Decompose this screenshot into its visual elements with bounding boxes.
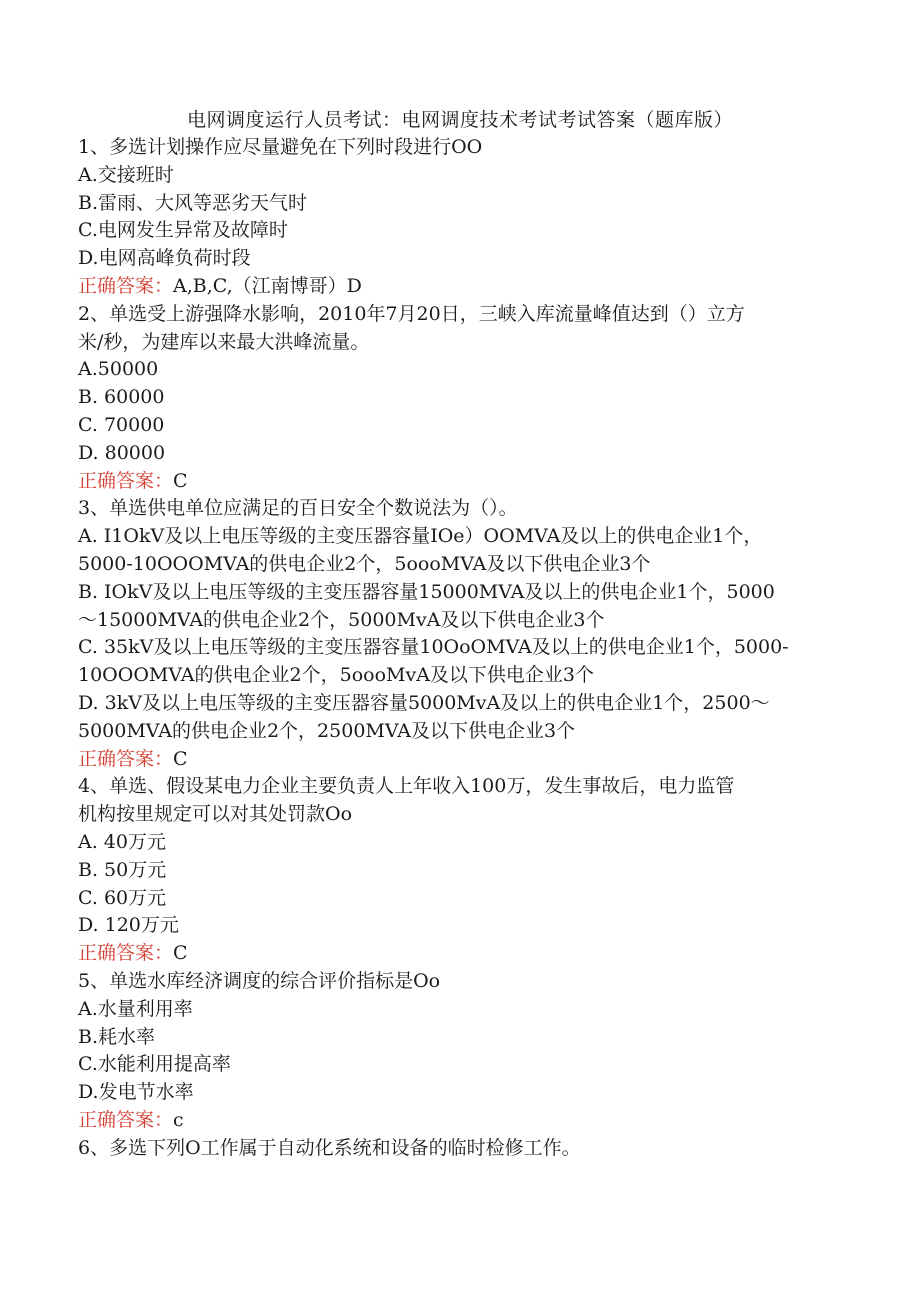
option-line: C. 70000 — [78, 413, 165, 436]
option-line: 10OOOMVA的供电企业2个，5oooMvA及以下供电企业3个 — [78, 664, 595, 687]
answer-value: A,B,C,（江南博哥）D — [173, 274, 362, 297]
option-line: 5000-10OOOMVA的供电企业2个，5oooMVA及以下供电企业3个 — [78, 552, 651, 575]
option-line: C.电网发生异常及故障时 — [78, 219, 288, 242]
answer-line — [78, 746, 838, 774]
option-line: D. 120万元 — [78, 914, 179, 937]
option-line: B. 60000 — [78, 386, 165, 409]
question-stem-line: 6、多选下列O工作属于自动化系统和设备的临时检修工作。 — [78, 1136, 581, 1159]
answer-label: 正确答案： — [78, 469, 174, 492]
question-stem-line: 5、单选水库经济调度的综合评价指标是Oo — [78, 969, 441, 992]
option-line: C. 35kV及以上电压等级的主变压器容量10OoOMVA及以上的供电企业1个，5000- — [78, 636, 789, 659]
question-stem-line: 2、单选受上游强降水影响，2010年7月20日，三峡入库流量峰值达到（）立方 — [78, 302, 745, 325]
option-line: B. IOkV及以上电压等级的主变压器容量15000MVA及以上的供电企业1个，5000 — [78, 580, 775, 603]
option-line: A. 40万元 — [78, 830, 166, 853]
question-item — [78, 495, 838, 773]
answer-label: 正确答案： — [78, 274, 174, 297]
question-item — [78, 301, 838, 496]
option-line: A.50000 — [78, 358, 159, 381]
option-line: B.耗水率 — [78, 1025, 156, 1048]
question-stem-line: 4、单选、假设某电力企业主要负责人上年收入100万，发生事故后，电力监管 — [78, 775, 735, 798]
option-line: D. 3kV及以上电压等级的主变压器容量5000MvA及以上的供电企业1个，2500～ — [78, 691, 770, 714]
option-line: 5000MVA的供电企业2个，2500MVA及以下供电企业3个 — [78, 719, 576, 742]
option-line: A.交接班时 — [78, 163, 174, 186]
question-item — [78, 773, 838, 968]
document-title: 电网调度运行人员考试：电网调度技术考试考试答案（题库版） — [186, 109, 733, 131]
question-stem-line: 1、多选计划操作应尽量避免在下列时段进行OO — [78, 136, 483, 158]
option-line: B.雷雨、大风等恶劣天气时 — [78, 191, 308, 214]
question-item — [78, 968, 838, 1135]
answer-line — [78, 468, 838, 496]
answer-line — [78, 940, 838, 968]
answer-value: C — [173, 747, 188, 770]
question-list — [78, 134, 838, 1162]
question-item — [78, 134, 838, 301]
option-line: ～15000MVA的供电企业2个，5000MvA及以下供电企业3个 — [78, 608, 605, 631]
option-line: A. I1OkV及以上电压等级的主变压器容量IOe）OOMVA及以上的供电企业1个， — [78, 525, 763, 548]
option-line: D. 80000 — [78, 441, 166, 464]
answer-label: 正确答案： — [78, 942, 174, 965]
answer-label: 正确答案： — [78, 1108, 174, 1131]
option-line: C. 60万元 — [78, 886, 167, 909]
answer-label: 正确答案： — [78, 747, 174, 770]
question-stem-line: 米/秒，为建库以来最大洪峰流量。 — [78, 330, 370, 353]
question-stem-line: 3、单选供电单位应满足的百日安全个数说法为（）。 — [78, 497, 518, 520]
option-line: C.水能利用提高率 — [78, 1053, 231, 1076]
answer-value: c — [173, 1108, 184, 1131]
answer-value: C — [173, 469, 188, 492]
answer-line — [78, 273, 838, 301]
option-line: D.电网高峰负荷时段 — [78, 247, 251, 270]
question-stem-line: 机构按里规定可以对其处罚款Oo — [78, 803, 353, 826]
answer-line — [78, 1107, 838, 1135]
option-line: A.水量利用率 — [78, 997, 193, 1020]
answer-value: C — [173, 942, 188, 965]
option-line: B. 50万元 — [78, 858, 167, 881]
option-line: D.发电节水率 — [78, 1081, 194, 1104]
question-item — [78, 1135, 838, 1163]
